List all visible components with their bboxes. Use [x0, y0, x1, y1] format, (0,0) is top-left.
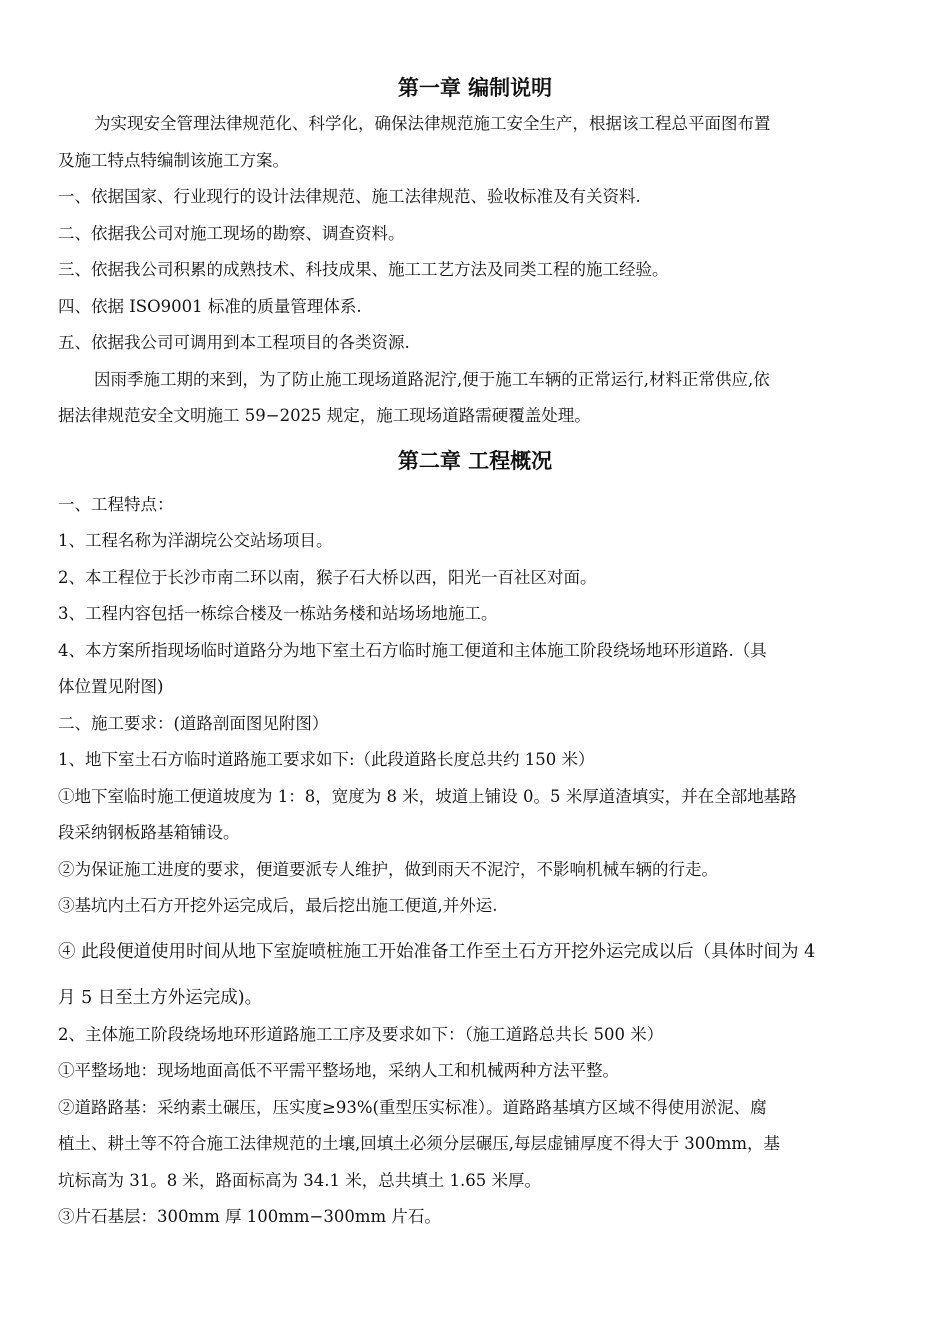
chapter-1-intro-line-2: 及施工特点特编制该施工方案。 [58, 150, 289, 170]
subgrade-line-1: ②道路路基：采纳素土碾压，压实度≥93%(重型压实标准）。道路路基填方区域不得使用淤泥、腐 [58, 1097, 767, 1117]
rubble-base-line: ③片石基层：300mm 厚 100mm−300mm 片石。 [58, 1207, 441, 1226]
chapter-2-title: 第二章 工程概况 [397, 448, 553, 473]
road-usage-period-line-2: 月 5 日至土方外运完成)。 [58, 987, 263, 1008]
basis-item-1: 一、依据国家、行业现行的设计法律规范、施工法律规范、验收标准及有关资料. [58, 187, 641, 206]
basis-item-2: 二、依据我公司对施工现场的勘察、调查资料。 [58, 223, 405, 243]
rain-season-line-2: 据法律规范安全文明施工 59−2025 规定，施工现场道路需硬覆盖处理。 [58, 406, 591, 425]
construction-requirements-heading: 二、施工要求：(道路剖面图见附图） [58, 713, 329, 733]
temporary-road-line-1: 4、本方案所指现场临时道路分为地下室土石方临时施工便道和主体施工阶段绕场地环形道路.（具 [58, 640, 767, 660]
rain-season-line-1: 因雨季施工期的来到，为了防止施工现场道路泥泞,便于施工车辆的正常运行,材料正常供应,依 [94, 369, 770, 389]
subgrade-line-3: 坑标高为 31。8 米，路面标高为 34.1 米，总共填土 1.65 米厚。 [58, 1170, 541, 1190]
project-location-line: 2、本工程位于长沙市南二环以南，猴子石大桥以西，阳光一百社区对面。 [58, 567, 597, 587]
chapter-1-intro-line-1: 为实现安全管理法律规范化、科学化，确保法律规范施工安全生产，根据该工程总平面图布置 [94, 114, 771, 133]
road-maintenance-line: ②为保证施工进度的要求，便道要派专人维护，做到雨天不泥泞，不影响机械车辆的行走。 [58, 859, 718, 879]
project-scope-line: 3、工程内容包括一栋综合楼及一栋站务楼和站场场地施工。 [58, 604, 498, 623]
ramp-spec-line-1: ①地下室临时施工便道坡度为 1：8，宽度为 8 米，坡道上铺设 0。5 米厚道渣填实，并在全部地基路 [58, 786, 797, 806]
road-removal-line: ③基坑内土石方开挖外运完成后，最后挖出施工便道,并外运. [58, 896, 498, 915]
project-name-line: 1、工程名称为洋湖垸公交站场项目。 [58, 531, 333, 550]
temporary-road-line-2: 体位置见附图) [58, 677, 164, 696]
chapter-1-title: 第一章 编制说明 [397, 76, 553, 100]
subgrade-line-2: 植土、耕土等不符合施工法律规范的土壤,回填土必须分层碾压,每层虚铺厚度不得大于 300mm，基 [58, 1134, 781, 1153]
road-usage-period-line-1: ④ 此段便道使用时间从地下室旋喷桩施工开始准备工作至土石方开挖外运完成以后（具体时间为 4 [58, 941, 816, 962]
site-leveling-line: ①平整场地：现场地面高低不平需平整场地，采纳人工和机械两种方法平整。 [58, 1061, 619, 1080]
basis-item-4: 四、依据 ISO9001 标准的质量管理体系. [58, 296, 362, 316]
basis-item-3: 三、依据我公司积累的成熟技术、科技成果、施工工艺方法及同类工程的施工经验。 [58, 260, 669, 279]
project-features-heading: 一、工程特点： [58, 494, 174, 514]
ramp-spec-line-2: 段采纳钢板路基箱铺设。 [58, 823, 240, 842]
basement-road-requirements: 1、地下室土石方临时道路施工要求如下:（此段道路长度总共约 150 米） [58, 750, 595, 769]
ring-road-requirements: 2、主体施工阶段绕场地环形道路施工工序及要求如下：（施工道路总共长 500 米） [58, 1024, 664, 1044]
basis-item-5: 五、依据我公司可调用到本工程项目的各类资源. [58, 333, 410, 352]
